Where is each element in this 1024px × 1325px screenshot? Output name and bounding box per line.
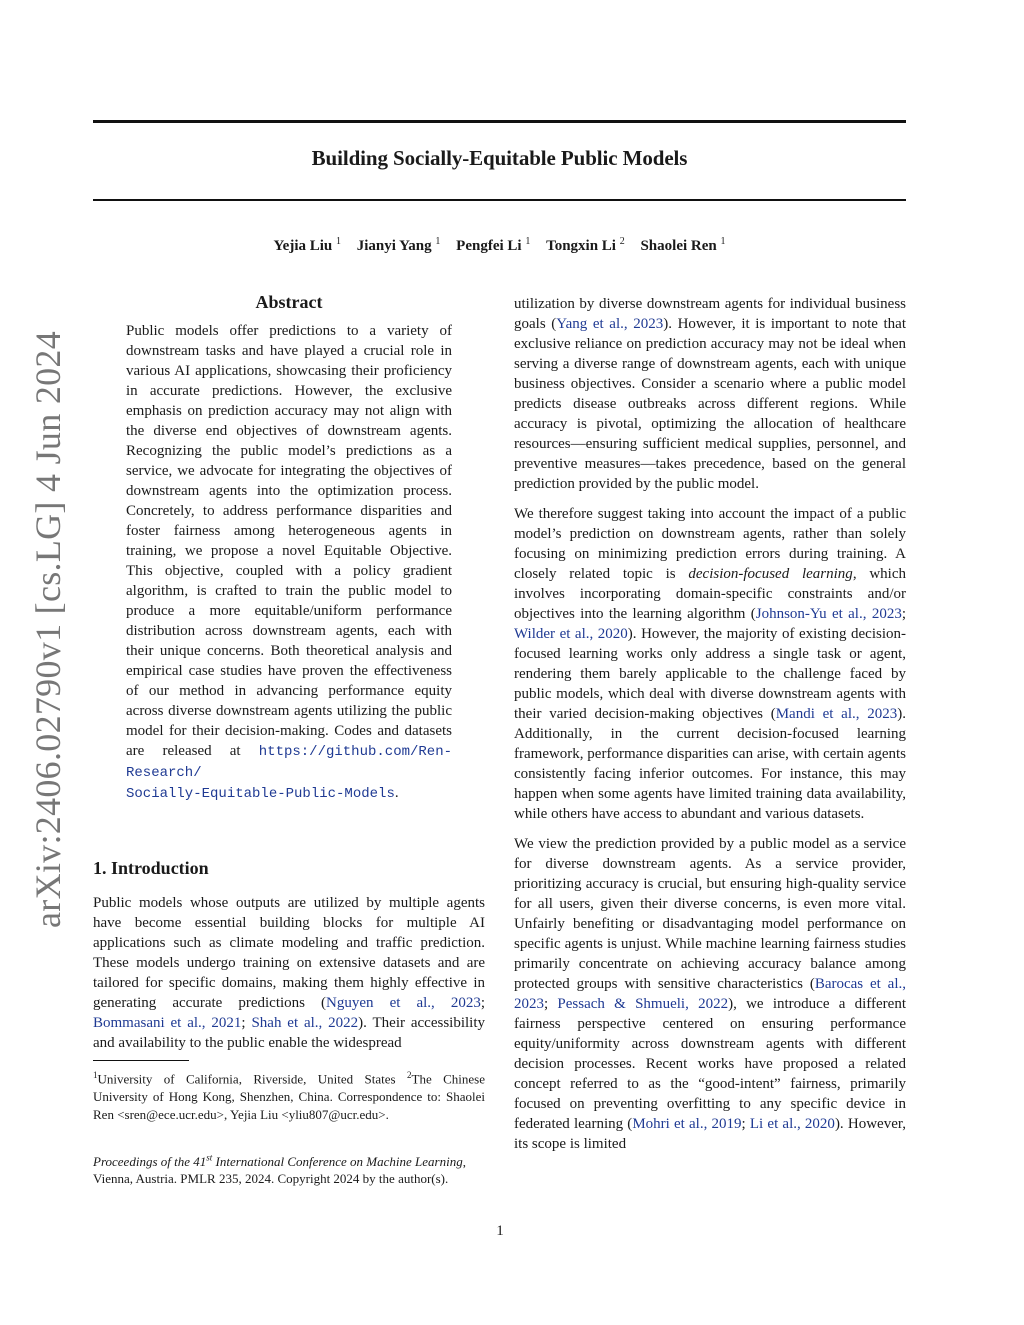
- affiliation-footnote: $^1$University of California, Riverside, United States $^2$The Chinese University of Hong Kong, Shenzhen, China. Correspondence to: Shaolei Ren <sren@ece.ucr.edu>, Yejia Liu <yliu807@ucr.edu>.: [93, 1070, 485, 1123]
- citation-link[interactable]: Mandi et al., 2023: [775, 706, 898, 722]
- citation-link[interactable]: Shah et al., 2022: [251, 1015, 359, 1031]
- author: Pengfei Li $^1$: [456, 236, 531, 254]
- author: Tongxin Li $^2$: [546, 236, 625, 254]
- author-list: [93, 236, 906, 255]
- citation-link[interactable]: Nguyen et al., 2023: [326, 995, 481, 1011]
- right-column-text: [514, 294, 906, 1154]
- citation-link[interactable]: Li et al., 2020: [749, 1116, 835, 1132]
- paragraph: utilization by diverse downstream agents for individual business goals (Yang et al., 2023). However, it is important to note that exclusive reliance on prediction accuracy may not be ideal when serving a diverse range of downstream agents, each with unique business objectives. Consider a scenario where a public model predicts disease outbreaks across different regions. While accuracy is pivotal, optimizing the allocation of healthcare resources—ensuring sufficient medical supplies, personnel, and preventive measures—takes precedence, based on the general prediction provided by the public model.: [514, 296, 906, 492]
- abstract-body: Public models offer predictions to a variety of downstream tasks and have played a crucial role in various AI applications, showcasing their proficiency in accurate predictions. However, the exclusive emphasis on prediction accuracy may not align with the diverse end objectives of downstream agents. Recognizing the public model’s predictions as a service, we advocate for integrating the objectives of downstream agents into the optimization process. Concretely, to address performance disparities and foster fairness among heterogeneous agents in training, we propose a novel Equitable Objective. This objective, coupled with a policy gradient algorithm, is crafted to train the public model to produce a more equitable/uniform performance distribution across downstream agents, each with their unique concerns. Both theoretical analysis and empirical case studies have proven the effectiveness of our method in advancing performance equity across diverse downstream agents utilizing the public model for their decision-making. Codes and datasets are released at https://github.com/Ren-Research/ Socially-Equitable-Public-Models.: [126, 323, 452, 802]
- abstract-heading: Abstract: [255, 292, 323, 312]
- citation-link[interactable]: Pessach & Shmueli, 2022: [557, 996, 729, 1012]
- title-bottom-rule: [93, 199, 906, 201]
- author: Jianyi Yang $^1$: [356, 236, 441, 254]
- introduction-paragraph: Public models whose outputs are utilized by multiple agents have become essential building blocks for multiple AI applications such as climate modeling and traffic prediction. These models undergo training on extensive datasets and are tailored for specific domains, making them highly effective in generating accurate predictions (Nguyen et al., 2023; Bommasani et al., 2021; Shah et al., 2022). Their accessibility and availability to the public enable the widespread: [93, 895, 485, 1051]
- citation-link[interactable]: Mohri et al., 2019: [632, 1116, 742, 1132]
- citation-link[interactable]: Johnson-Yu et al., 2023: [755, 606, 902, 622]
- paragraph: We view the prediction provided by a public model as a service for diverse downstream agents. As a service provider, prioritizing accuracy is crucial, but ensuring high-quality service for all users, given their diverse concerns, is even more vital. Unfairly benefiting or disadvantaging model performance on specific agents is unjust. While machine learning fairness studies primarily concentrate on achieving accuracy balance among protected groups with sensitive characteristics (Barocas et al., 2023; Pessach & Shmueli, 2022), we introduce a different fairness perspective centered on ensuring performance equity/uniformity across downstream agents with different decision processes. Recent works have proposed a related concept referred to as the “good-intent” fairness, primarily focused on preventing overfitting to any specific device in federated learning (Mohri et al., 2019; Li et al., 2020). However, its scope is limited: [514, 836, 906, 1152]
- paper-title: Building Socially-Equitable Public Models: [311, 146, 688, 170]
- footnote-divider: [93, 1060, 189, 1061]
- citation-link[interactable]: Yang et al., 2023: [556, 316, 664, 332]
- page-number: 1: [496, 1223, 504, 1239]
- arxiv-identifier-stamp: arXiv:2406.02790v1 [cs.LG] 4 Jun 2024: [28, 330, 68, 928]
- proceedings-note: Proceedings of the 41st International Conference on Machine Learning, Vienna, Austria. PMLR 235, 2024. Copyright 2024 by the author(s).: [93, 1153, 466, 1187]
- code-repository-link[interactable]: https://github.com/Ren-Research/ Socially-Equitable-Public-Models: [126, 744, 452, 802]
- citation-link[interactable]: Bommasani et al., 2021: [93, 1015, 242, 1031]
- author: Yejia Liu $^1$: [273, 236, 342, 254]
- section-heading-introduction: 1. Introduction: [93, 858, 209, 878]
- paragraph: We therefore suggest taking into account the impact of a public model’s prediction on downstream agents, rather than solely focusing on minimizing prediction errors during training. A closely related topic is decision-focused learning, which involves incorporating domain-specific constraints and/or objectives into the learning algorithm (Johnson-Yu et al., 2023; Wilder et al., 2020). However, the majority of existing decision-focused learning works only address a single task or agent, rendering them barely applicable to the challenge faced by public models, which deal with diverse downstream agents with their varied decision-making objectives (Mandi et al., 2023). Additionally, in the current decision-focused learning framework, performance disparities can arise, with certain agents consistently facing inferior outcomes. For instance, this may happen when some agents have limited training data availability, while others have access to abundant and various datasets.: [514, 506, 906, 822]
- citation-link[interactable]: Barocas et al., 2023: [514, 976, 906, 1012]
- author: Shaolei Ren $^1$: [640, 236, 726, 254]
- citation-link[interactable]: Wilder et al., 2020: [514, 626, 628, 642]
- title-top-rule: [93, 120, 906, 123]
